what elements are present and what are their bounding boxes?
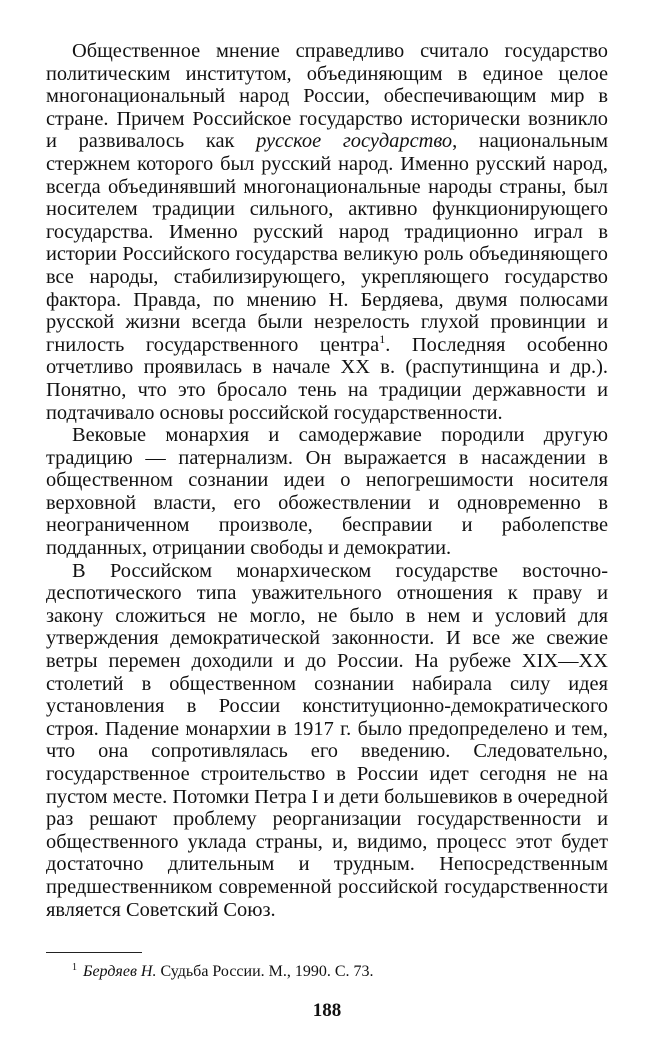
paragraph-1-text-c: . Последняя особенно отчетливо проявилась в начале XX в. (распутинщина и др.). Понятно, что это бросало тень на традиции державности и подтачивало основы российской государственности. xyxy=(46,333,608,424)
paragraph-1-text-a: Общественное мнение справедливо считало государство политическим институтом, объединяющим в единое целое многонациональный народ России, обеспечивающим мир в стране. Причем Российское государство исторически возникло и развивалось как xyxy=(46,40,608,153)
footnote-citation: Судьба России. М., 1990. С. 73. xyxy=(156,963,374,980)
footnote-author: Бердяев Н. xyxy=(83,963,157,980)
paragraph-1-text-b: , национальным стержнем которого был русский народ. Именно русский народ, всегда объединявший многонациональные народы страны, был носителем традиции сильного, активно функционирующего государства. Именно русский народ традиционно играл в истории Российского государства великую роль объединяющего все народы, стабилизирующего, укрепляющего государство фактора. Правда, по мнению Н. Бердяева, двумя полюсами русской жизни всегда были незрелость глухой провинции и гнилость государственного центра xyxy=(46,130,608,356)
footnote-reference: 1 xyxy=(379,331,386,346)
paragraph-1 xyxy=(46,40,608,424)
footnote-marker: 1 xyxy=(72,961,77,973)
book-page xyxy=(46,40,608,1021)
paragraph-1-italic-term: русское государство xyxy=(256,130,453,153)
paragraph-3: В Российском монархическом государстве восточно-деспотического типа уважительного отношения к праву и закону сложиться не могло, не было в нем и условий для утверждения демократической законности. И все же свежие ветры перемен доходили и до России. На рубеже XIX—XX столетий в общественном сознании набирала силу идея установления в России конституционно-демократического строя. Падение монархии в 1917 г. было предопределено и тем, что она сопротивлялась его введению. Следовательно, государственное строительство в России идет сегодня не на пустом месте. Потомки Петра I и дети большевиков в очередной раз решают проблему реорганизации государственности и общественного уклада страны, и, видимо, процесс этот будет достаточно длительным и трудным. Непосредственным предшественником современной российской государственности является Советский Союз. xyxy=(46,559,608,921)
page-number: 188 xyxy=(312,1000,342,1021)
footnote xyxy=(72,962,608,982)
paragraph-2: Вековые монархия и самодержавие породили другую традицию — патернализм. Он выражается в насаждении в общественном сознании идеи о непогрешимости носителя верховной власти, его обожествлении и одновременно в неограниченном произволе, бесправии и раболепстве подданных, отрицании свободы и демократии. xyxy=(46,424,608,560)
footnote-divider xyxy=(46,952,142,953)
